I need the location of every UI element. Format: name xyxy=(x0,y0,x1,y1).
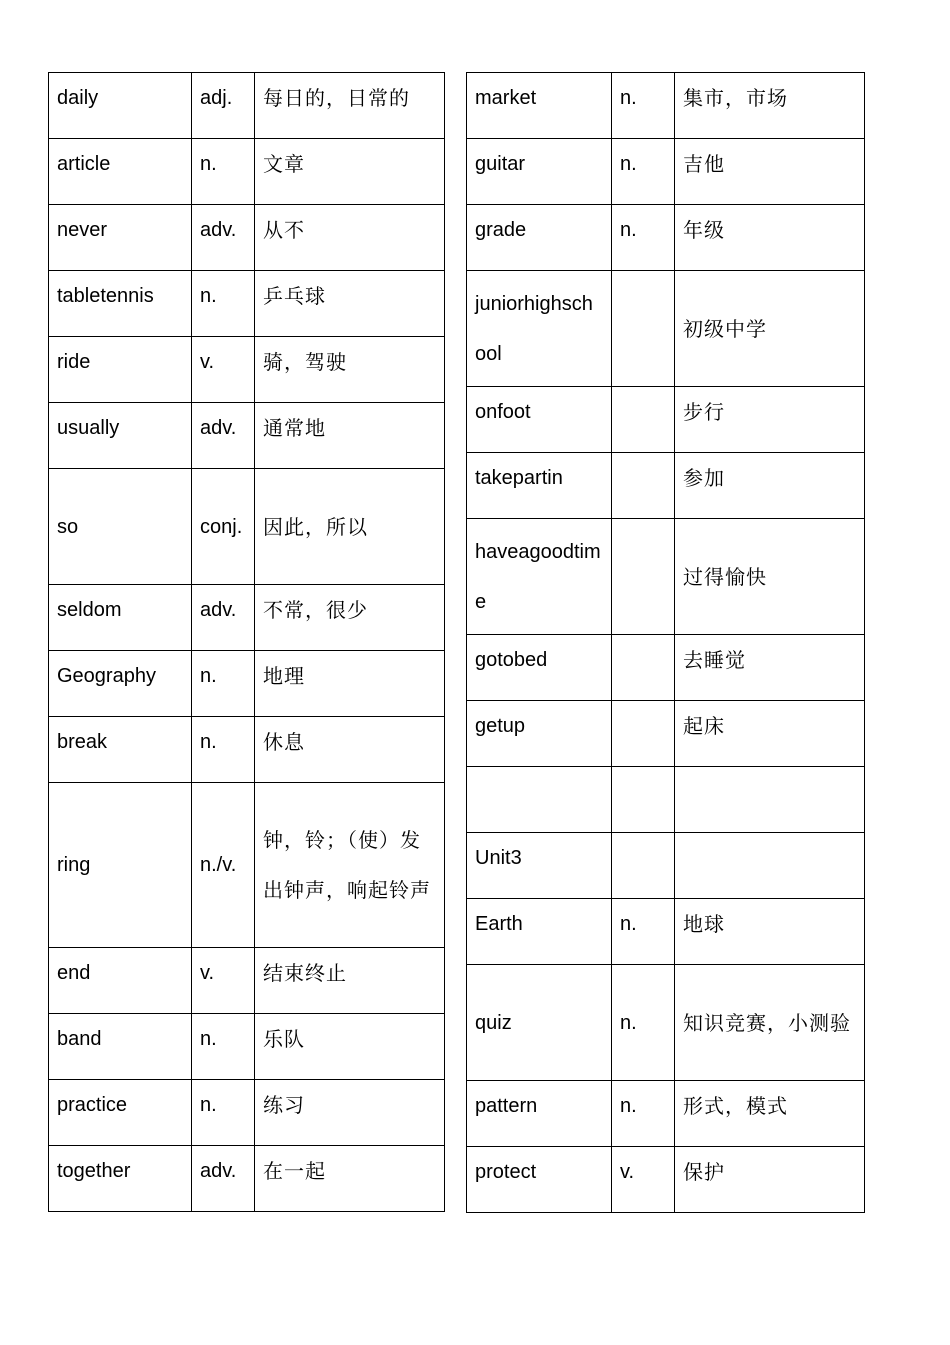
table-row xyxy=(49,948,445,1014)
table-row xyxy=(49,1146,445,1212)
vocab-table-right xyxy=(466,72,865,1213)
pos-cell xyxy=(612,387,675,453)
pos-cell: adv. xyxy=(192,1146,255,1212)
table-row xyxy=(467,271,865,387)
word-cell: practice xyxy=(49,1080,192,1146)
pos-cell: n. xyxy=(612,73,675,139)
word-cell: break xyxy=(49,717,192,783)
table-row xyxy=(49,403,445,469)
pos-cell: n. xyxy=(192,717,255,783)
pos-cell xyxy=(612,767,675,833)
pos-cell: n. xyxy=(192,271,255,337)
table-row xyxy=(49,139,445,205)
pos-cell: n. xyxy=(612,205,675,271)
word-cell: gotobed xyxy=(467,635,612,701)
word-cell: article xyxy=(49,139,192,205)
word-cell: pattern xyxy=(467,1081,612,1147)
word-cell: getup xyxy=(467,701,612,767)
meaning-cell: 地球 xyxy=(675,899,865,965)
meaning-cell: 形式，模式 xyxy=(675,1081,865,1147)
table-row xyxy=(49,205,445,271)
table-row xyxy=(467,1147,865,1213)
word-cell: grade xyxy=(467,205,612,271)
table-row xyxy=(467,1081,865,1147)
table-row xyxy=(467,387,865,453)
meaning-cell: 初级中学 xyxy=(675,271,865,387)
table-row xyxy=(49,1080,445,1146)
table-row xyxy=(49,783,445,948)
pos-cell: adv. xyxy=(192,585,255,651)
meaning-cell: 在一起 xyxy=(255,1146,445,1212)
word-cell: juniorhighschool xyxy=(467,271,612,387)
meaning-cell: 起床 xyxy=(675,701,865,767)
table-row xyxy=(467,701,865,767)
word-cell: market xyxy=(467,73,612,139)
word-cell: never xyxy=(49,205,192,271)
pos-cell xyxy=(612,833,675,899)
table-row xyxy=(467,73,865,139)
pos-cell: v. xyxy=(192,948,255,1014)
meaning-cell: 休息 xyxy=(255,717,445,783)
word-cell: Geography xyxy=(49,651,192,717)
table-row xyxy=(467,965,865,1081)
word-cell: seldom xyxy=(49,585,192,651)
meaning-cell: 不常，很少 xyxy=(255,585,445,651)
table-row xyxy=(467,899,865,965)
table-row xyxy=(49,651,445,717)
pos-cell: n. xyxy=(192,1080,255,1146)
meaning-cell: 集市，市场 xyxy=(675,73,865,139)
meaning-cell: 步行 xyxy=(675,387,865,453)
table-row xyxy=(467,453,865,519)
word-cell xyxy=(467,767,612,833)
meaning-cell: 乐队 xyxy=(255,1014,445,1080)
table-row xyxy=(467,205,865,271)
pos-cell: n. xyxy=(612,899,675,965)
word-cell: Unit3 xyxy=(467,833,612,899)
table-row xyxy=(49,717,445,783)
table-row xyxy=(49,1014,445,1080)
word-cell: daily xyxy=(49,73,192,139)
meaning-cell: 从不 xyxy=(255,205,445,271)
word-cell: onfoot xyxy=(467,387,612,453)
table-row xyxy=(49,73,445,139)
pos-cell: adv. xyxy=(192,403,255,469)
meaning-cell xyxy=(675,833,865,899)
word-cell: ring xyxy=(49,783,192,948)
pos-cell: adj. xyxy=(192,73,255,139)
word-cell: haveagoodtime xyxy=(467,519,612,635)
word-cell: takepartin xyxy=(467,453,612,519)
pos-cell xyxy=(612,635,675,701)
pos-cell: n. xyxy=(612,965,675,1081)
table-row xyxy=(49,585,445,651)
meaning-cell: 知识竞赛，小测验 xyxy=(675,965,865,1081)
meaning-cell: 乒乓球 xyxy=(255,271,445,337)
word-cell: quiz xyxy=(467,965,612,1081)
meaning-cell: 因此，所以 xyxy=(255,469,445,585)
meaning-cell: 结束终止 xyxy=(255,948,445,1014)
meaning-cell: 练习 xyxy=(255,1080,445,1146)
table-row xyxy=(467,139,865,205)
meaning-cell: 地理 xyxy=(255,651,445,717)
pos-cell: conj. xyxy=(192,469,255,585)
meaning-cell: 吉他 xyxy=(675,139,865,205)
pos-cell: v. xyxy=(192,337,255,403)
word-cell: together xyxy=(49,1146,192,1212)
meaning-cell: 通常地 xyxy=(255,403,445,469)
word-cell: tabletennis xyxy=(49,271,192,337)
pos-cell xyxy=(612,271,675,387)
word-cell: ride xyxy=(49,337,192,403)
pos-cell: n. xyxy=(612,1081,675,1147)
pos-cell xyxy=(612,519,675,635)
meaning-cell: 参加 xyxy=(675,453,865,519)
meaning-cell: 去睡觉 xyxy=(675,635,865,701)
meaning-cell: 文章 xyxy=(255,139,445,205)
table-row xyxy=(49,337,445,403)
meaning-cell: 保护 xyxy=(675,1147,865,1213)
meaning-cell: 年级 xyxy=(675,205,865,271)
meaning-cell: 骑，驾驶 xyxy=(255,337,445,403)
table-row xyxy=(467,635,865,701)
word-cell: so xyxy=(49,469,192,585)
pos-cell xyxy=(612,701,675,767)
word-cell: usually xyxy=(49,403,192,469)
table-row xyxy=(467,833,865,899)
word-cell: band xyxy=(49,1014,192,1080)
pos-cell: n. xyxy=(192,1014,255,1080)
meaning-cell: 每日的，日常的 xyxy=(255,73,445,139)
pos-cell: n. xyxy=(612,139,675,205)
meaning-cell: 钟，铃；（使）发出钟声，响起铃声 xyxy=(255,783,445,948)
pos-cell xyxy=(612,453,675,519)
vocab-table-left xyxy=(48,72,445,1212)
table-row xyxy=(467,767,865,833)
word-cell: protect xyxy=(467,1147,612,1213)
pos-cell: adv. xyxy=(192,205,255,271)
meaning-cell xyxy=(675,767,865,833)
pos-cell: v. xyxy=(612,1147,675,1213)
pos-cell: n./v. xyxy=(192,783,255,948)
table-row xyxy=(49,469,445,585)
pos-cell: n. xyxy=(192,651,255,717)
word-cell: Earth xyxy=(467,899,612,965)
word-cell: guitar xyxy=(467,139,612,205)
table-row xyxy=(49,271,445,337)
table-row xyxy=(467,519,865,635)
pos-cell: n. xyxy=(192,139,255,205)
meaning-cell: 过得愉快 xyxy=(675,519,865,635)
word-cell: end xyxy=(49,948,192,1014)
